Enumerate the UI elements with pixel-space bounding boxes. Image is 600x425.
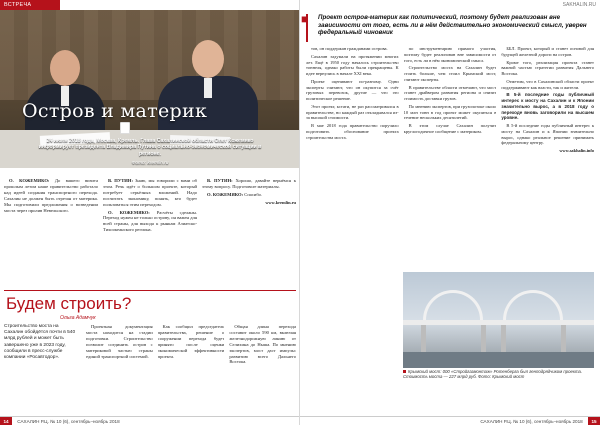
author-byline: Ольга Адамчук (60, 315, 96, 321)
lead-paragraph: Строительство моста на Сахалин обойдётся почти в 540 млрд рублей и может быть завершено уже в 2023 году, сообщили в пресс-службе компании «Росавтодор». (4, 324, 76, 361)
photo-caption: 24 июля 2018 года, Москва, Кремль. Глава Сахалинской области Олег Кожемяко информирует президента Владимира Путина о социально-экономической ситуации в регионе. (38, 138, 262, 157)
build-col-1: Проектная документация моста находится на стадии подготовки. Строительство позволит соединить остров с материковой частью страны единой транспортной системой. (86, 324, 153, 359)
footer-right (300, 416, 600, 425)
dialog-col-3: В. ПУТИН: Хорошо, давайте вернёмся к этому вопросу. Подготовьте материалы. О. КОЖЕМЯКО: Спасибо. www.kremlin.ru (202, 178, 296, 205)
dialog-col-2: В. ПУТИН: Знаю, мы говорили с вами об этом. Речь идёт о большом проекте, который потребует серьёзных вложений. Надо посчитать экономику, понять, кто будет пользоваться этим переходом. О. КОЖЕМЯКО: Расчёты сделаны. Переход нужен не только острову, он важен для всей страны, для выхода к рынкам Азиатско-Тихоокеанского региона. (103, 178, 197, 233)
right-col-3: ББЛ. Проект, который и станет основой для будущей железной дороги на остров. Кроме того, реализация проекта станет важной частью стратегии развития Дальнего Востока. Отметим, что в Сахалинской области проект поддерживают как власти, так и жители. В 5-й последние годы публичный интерес к мосту на Сахалин и к Японии значительно вырос, а в 2018 году о переходе вновь заговорили на высшем уровне. В 5-й последние годы публичный интерес к мосту на Сахалин и к Японии значительно вырос, однако реальное решение принимать федеральному центру. www.sakhalin.info (501, 46, 595, 153)
dialog-col-1: О. КОЖЕМЯКО: До вашего визита прошлым летом наше правительство работало над идеей создания транспортного перехода. Сахалин не должен быть отрезан от материка. Мы подготовили предложения о возведении моста через пролив Невельского. (4, 178, 98, 213)
person-kozhemyako (150, 40, 260, 140)
dialog-source: www.kremlin.ru (265, 199, 296, 205)
right-col-1: тов, он поддержан гражданами острова. Сахалин задумали на протяжении многих лет. Ещё в 1950 году началось строительство тоннеля, однако работы были прекращены. К идее вернулись в начале XXI века. Проект оценивают по-разному. Одни эксперты считают, что он окупится за счёт грузовых перевозок, другие — что это политическое решение. Этот проект, кстати, не раз рассматривался в правительстве, но каждый раз откладывался из-за высокой стоимости. В мае 2018 года правительство поручило подготовить обоснование проекта строительства моста. (306, 46, 399, 140)
footer-text-right: САХАЛИН Р.Ц. № 10 (6), сентябрь–ноябрь 2018 (480, 419, 583, 424)
dialog-columns (4, 178, 296, 288)
pull-quote: Проект остров-материк как политический, поэтому будет реализован вне зависимости от того, есть ли в нём действительно экономический смысл, уверен федеральный чиновник (306, 14, 594, 42)
footer-text-left: САХАЛИН Р.Ц. № 10 (6), сентябрь–ноябрь 2018 (17, 419, 120, 424)
headline-build: Будем строить? (6, 294, 132, 313)
headline-island: Остров и материк (22, 100, 208, 122)
bridge-photo (403, 272, 594, 368)
right-page (300, 0, 600, 425)
bold-paragraph: В 5-й последние годы публичный интерес к мосту на Сахалин и к Японии значительно вырос, а в 2018 году о переходе вновь заговорили на высшем уровне. (501, 92, 595, 121)
build-col-3: Общая длина перехода составит около 590 км, включая железнодорожную линию от Селихина до Ныша. По мнению экспертов, мост даст импульс развитию всего Дальнего Востока. (229, 324, 297, 365)
quote-mark-icon: ■ (301, 12, 309, 26)
section-divider (4, 290, 296, 291)
page-number-right: 15 (588, 417, 600, 425)
section-label: ВСТРЕЧА (0, 0, 60, 10)
bridge-caption: Крымский мост: 000 «Стройгазмонтаж» Ротенберга был генподрядчиком проекта. Стоимость моста — 227 млрд руб. Фото: Крымский мост (403, 369, 594, 380)
page-number-left: 14 (0, 417, 12, 425)
meeting-photo (0, 10, 300, 168)
source-link: www.sakhalin.info (559, 148, 595, 153)
photo-credit: Фото: kremlin.ru (131, 161, 169, 166)
right-col-2: по инструментарию прямого участия, поэтому будет реализован вне зависимости от того, есть ли в нём экономический смысл. Строительство моста на Сахалин будет стоить больше, чем стоил Крымский мост, считают эксперты. В правительстве области отмечают, что мост станет драйвером развития региона и снизит стоимость доставки грузов. По мнению экспертов, при грузопотоке около 10 млн тонн в год проект может окупиться в течение нескольких десятилетий. В этом случае Сахалин получит круглогодичное сообщение с материком. (403, 46, 497, 134)
person-putin (20, 50, 110, 140)
site-tag: SAKHALIN.RU (562, 2, 596, 8)
footer-left (0, 416, 300, 425)
build-columns (86, 324, 296, 414)
build-col-2: Как сообщил председатель правительства, решение о сооружении перехода будет принято после оценки экономической эффективности проекта. (157, 324, 225, 359)
